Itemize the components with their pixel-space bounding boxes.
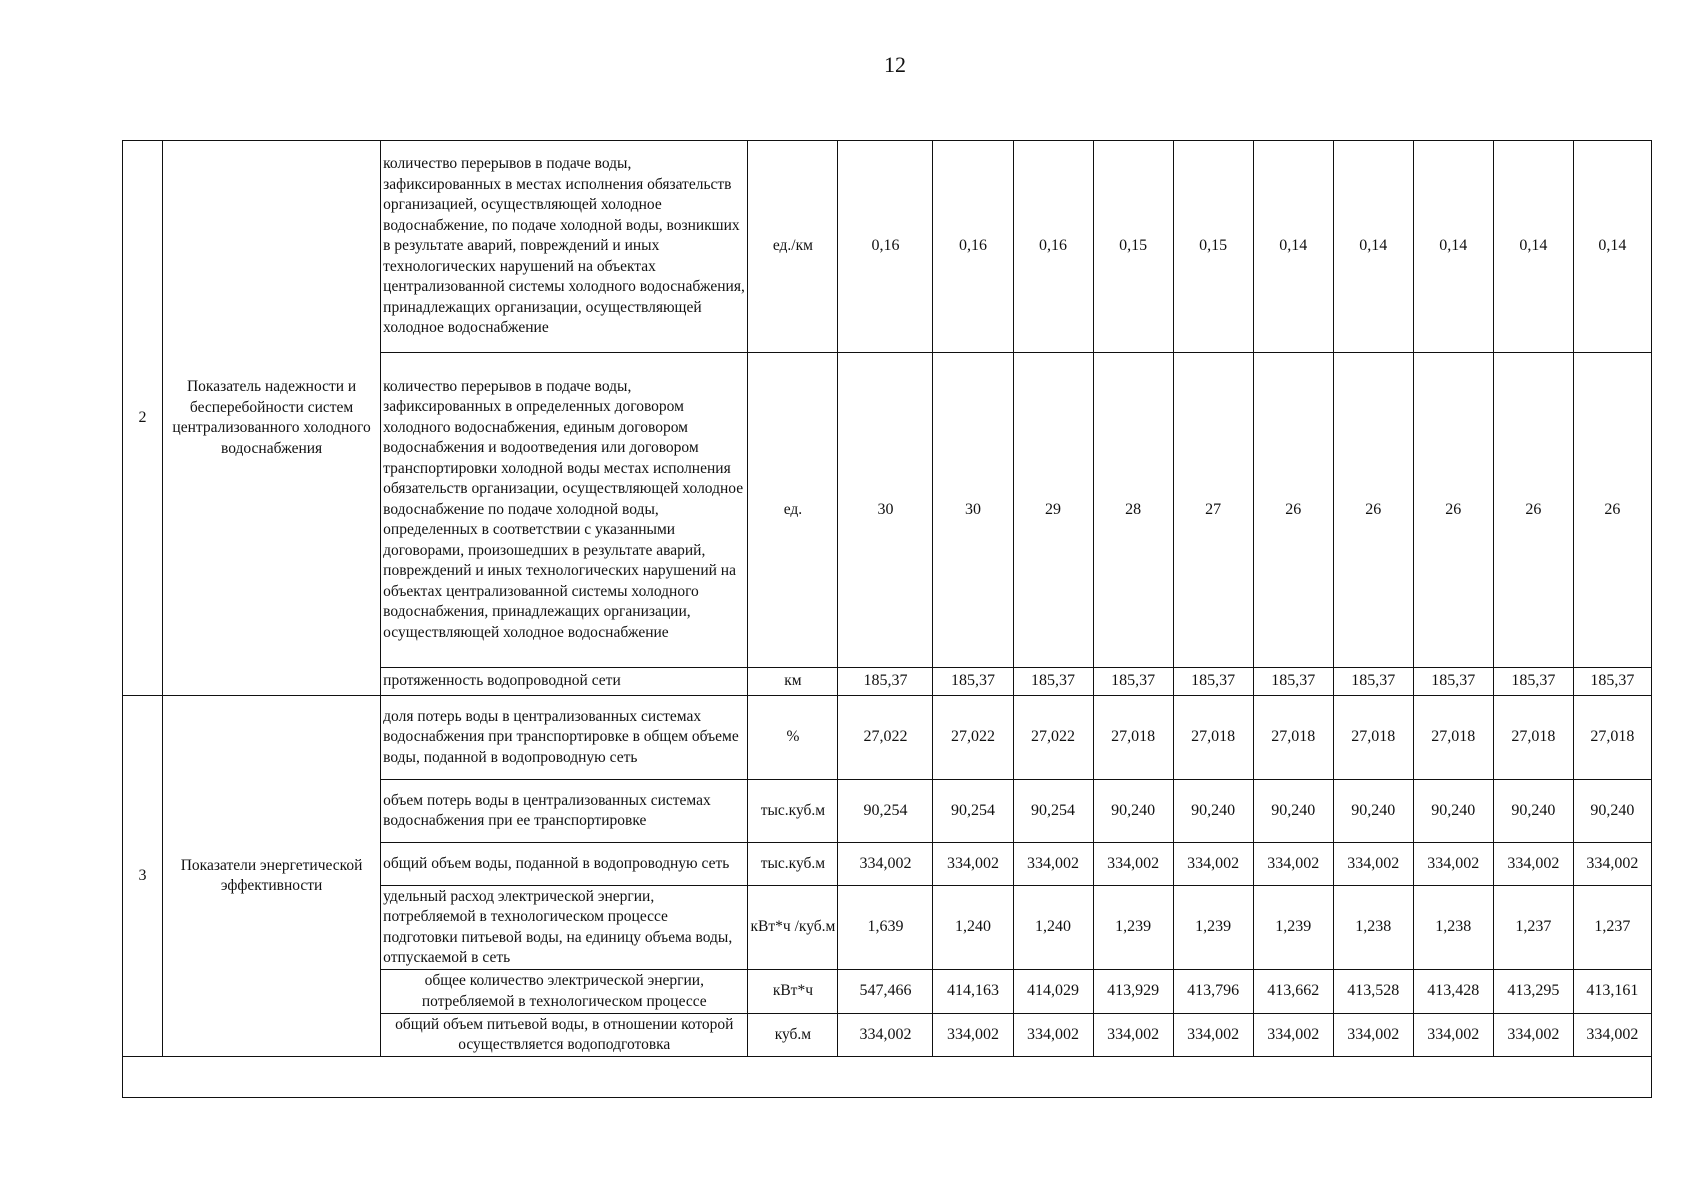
- value-cell: 26: [1333, 353, 1413, 668]
- value-cell: 413,428: [1413, 970, 1493, 1014]
- value-cell: 27,018: [1253, 696, 1333, 780]
- indicators-table: [122, 140, 1652, 1098]
- value-cell: 28: [1093, 353, 1173, 668]
- unit-cell: ед./км: [748, 141, 838, 353]
- value-cell: 334,002: [1573, 1014, 1651, 1057]
- value-cell: 29: [1013, 353, 1093, 668]
- indicator-name: общий объем питьевой воды, в отношении которой осуществляется водоподготовка: [381, 1014, 748, 1057]
- value-cell: 27,018: [1333, 696, 1413, 780]
- value-cell: 0,14: [1333, 141, 1413, 353]
- value-cell: 27,022: [933, 696, 1013, 780]
- value-cell: 27: [1173, 353, 1253, 668]
- unit-cell: %: [748, 696, 838, 780]
- unit-cell: тыс.куб.м: [748, 780, 838, 843]
- value-cell: 1,237: [1573, 886, 1651, 970]
- section-title: Показатель надежности и бесперебойности систем централизованного холодного водоснабжения: [163, 141, 381, 696]
- value-cell: 413,161: [1573, 970, 1651, 1014]
- indicator-name: количество перерывов в подаче воды, зафиксированных в местах исполнения обязательств организацией, осуществляющей холодное водоснабжение, по подаче холодной воды, возникших в результате аварий, повреждений и иных технологических нарушений на объектах централизованной системы холодного водоснабжения, принадлежащих организации, осуществляющей холодное водоснабжение: [381, 141, 748, 353]
- value-cell: 30: [838, 353, 933, 668]
- value-cell: 27,018: [1173, 696, 1253, 780]
- value-cell: 185,37: [838, 668, 933, 696]
- value-cell: 414,029: [1013, 970, 1093, 1014]
- value-cell: 334,002: [1333, 843, 1413, 886]
- value-cell: 413,929: [1093, 970, 1173, 1014]
- value-cell: 334,002: [1093, 843, 1173, 886]
- value-cell: 0,16: [838, 141, 933, 353]
- value-cell: 185,37: [1173, 668, 1253, 696]
- value-cell: 334,002: [1013, 843, 1093, 886]
- unit-cell: кВт*ч: [748, 970, 838, 1014]
- value-cell: 90,240: [1093, 780, 1173, 843]
- value-cell: 334,002: [1413, 1014, 1493, 1057]
- value-cell: 334,002: [1093, 1014, 1173, 1057]
- value-cell: 0,14: [1573, 141, 1651, 353]
- value-cell: 334,002: [1013, 1014, 1093, 1057]
- empty-cell: [123, 1057, 1652, 1098]
- value-cell: 334,002: [1253, 843, 1333, 886]
- unit-cell: куб.м: [748, 1014, 838, 1057]
- value-cell: 185,37: [1413, 668, 1493, 696]
- value-cell: 0,14: [1413, 141, 1493, 353]
- value-cell: 27,018: [1493, 696, 1573, 780]
- value-cell: 0,16: [933, 141, 1013, 353]
- unit-cell: кВт*ч /куб.м: [748, 886, 838, 970]
- value-cell: 90,240: [1173, 780, 1253, 843]
- value-cell: 26: [1253, 353, 1333, 668]
- indicator-name: количество перерывов в подаче воды, зафиксированных в определенных договором холодного водоснабжения, единым договором водоснабжения и водоотведения или договором транспортировки холодной воды местах исполнения обязательств организации, осуществляющей холодное водоснабжение по подаче холодной воды, определенных в соответствии с указанными договорами, произошедших в результате аварий, повреждений и иных технологических нарушений на объектах централизованной системы холодного водоснабжения, принадлежащих организации, осуществляющей холодное водоснабжение: [381, 353, 748, 668]
- value-cell: 547,466: [838, 970, 933, 1014]
- value-cell: 334,002: [1493, 843, 1573, 886]
- value-cell: 90,240: [1493, 780, 1573, 843]
- value-cell: 1,240: [1013, 886, 1093, 970]
- value-cell: 334,002: [933, 1014, 1013, 1057]
- value-cell: 1,240: [933, 886, 1013, 970]
- page-number: 12: [884, 52, 906, 77]
- value-cell: 334,002: [1413, 843, 1493, 886]
- unit-cell: км: [748, 668, 838, 696]
- value-cell: 1,239: [1093, 886, 1173, 970]
- value-cell: 90,240: [1573, 780, 1651, 843]
- unit-cell: тыс.куб.м: [748, 843, 838, 886]
- value-cell: 334,002: [838, 843, 933, 886]
- value-cell: 0,15: [1093, 141, 1173, 353]
- value-cell: 26: [1413, 353, 1493, 668]
- value-cell: 1,237: [1493, 886, 1573, 970]
- indicator-name: протяженность водопроводной сети: [381, 668, 748, 696]
- value-cell: 27,022: [1013, 696, 1093, 780]
- value-cell: 185,37: [1573, 668, 1651, 696]
- value-cell: 334,002: [1573, 843, 1651, 886]
- value-cell: 30: [933, 353, 1013, 668]
- value-cell: 185,37: [1093, 668, 1173, 696]
- section-title: Показатели энергетической эффективности: [163, 696, 381, 1057]
- value-cell: 334,002: [1333, 1014, 1413, 1057]
- empty-row: [123, 1057, 1652, 1098]
- value-cell: 334,002: [1253, 1014, 1333, 1057]
- value-cell: 0,14: [1493, 141, 1573, 353]
- value-cell: 185,37: [1493, 668, 1573, 696]
- value-cell: 0,15: [1173, 141, 1253, 353]
- value-cell: 90,240: [1333, 780, 1413, 843]
- value-cell: 414,163: [933, 970, 1013, 1014]
- value-cell: 185,37: [1253, 668, 1333, 696]
- value-cell: 413,662: [1253, 970, 1333, 1014]
- indicator-name: объем потерь воды в централизованных системах водоснабжения при ее транспортировке: [381, 780, 748, 843]
- value-cell: 1,239: [1253, 886, 1333, 970]
- value-cell: 26: [1493, 353, 1573, 668]
- table-row: [123, 696, 1652, 780]
- table-row: [123, 141, 1652, 353]
- value-cell: 0,16: [1013, 141, 1093, 353]
- value-cell: 185,37: [933, 668, 1013, 696]
- value-cell: 185,37: [1013, 668, 1093, 696]
- value-cell: 334,002: [1173, 843, 1253, 886]
- value-cell: 413,796: [1173, 970, 1253, 1014]
- value-cell: 90,240: [1413, 780, 1493, 843]
- section-number: 3: [123, 696, 163, 1057]
- unit-cell: ед.: [748, 353, 838, 668]
- value-cell: 27,018: [1093, 696, 1173, 780]
- value-cell: 413,528: [1333, 970, 1413, 1014]
- value-cell: 1,239: [1173, 886, 1253, 970]
- value-cell: 413,295: [1493, 970, 1573, 1014]
- indicator-name: общий объем воды, поданной в водопроводную сеть: [381, 843, 748, 886]
- value-cell: 27,018: [1413, 696, 1493, 780]
- value-cell: 1,238: [1413, 886, 1493, 970]
- value-cell: 27,022: [838, 696, 933, 780]
- value-cell: 27,018: [1573, 696, 1651, 780]
- value-cell: 90,254: [933, 780, 1013, 843]
- value-cell: 334,002: [933, 843, 1013, 886]
- section-number: 2: [123, 141, 163, 696]
- value-cell: 90,254: [1013, 780, 1093, 843]
- indicator-name: удельный расход электрической энергии, потребляемой в технологическом процессе подготовки питьевой воды, на единицу объема воды, отпускаемой в сеть: [381, 886, 748, 970]
- value-cell: 26: [1573, 353, 1651, 668]
- value-cell: 334,002: [838, 1014, 933, 1057]
- value-cell: 0,14: [1253, 141, 1333, 353]
- indicator-name: доля потерь воды в централизованных системах водоснабжения при транспортировке в общем объеме воды, поданной в водопроводную сеть: [381, 696, 748, 780]
- value-cell: 1,238: [1333, 886, 1413, 970]
- value-cell: 90,240: [1253, 780, 1333, 843]
- indicator-name: общее количество электрической энергии, потребляемой в технологическом процессе: [381, 970, 748, 1014]
- value-cell: 334,002: [1173, 1014, 1253, 1057]
- value-cell: 90,254: [838, 780, 933, 843]
- value-cell: 185,37: [1333, 668, 1413, 696]
- value-cell: 1,639: [838, 886, 933, 970]
- value-cell: 334,002: [1493, 1014, 1573, 1057]
